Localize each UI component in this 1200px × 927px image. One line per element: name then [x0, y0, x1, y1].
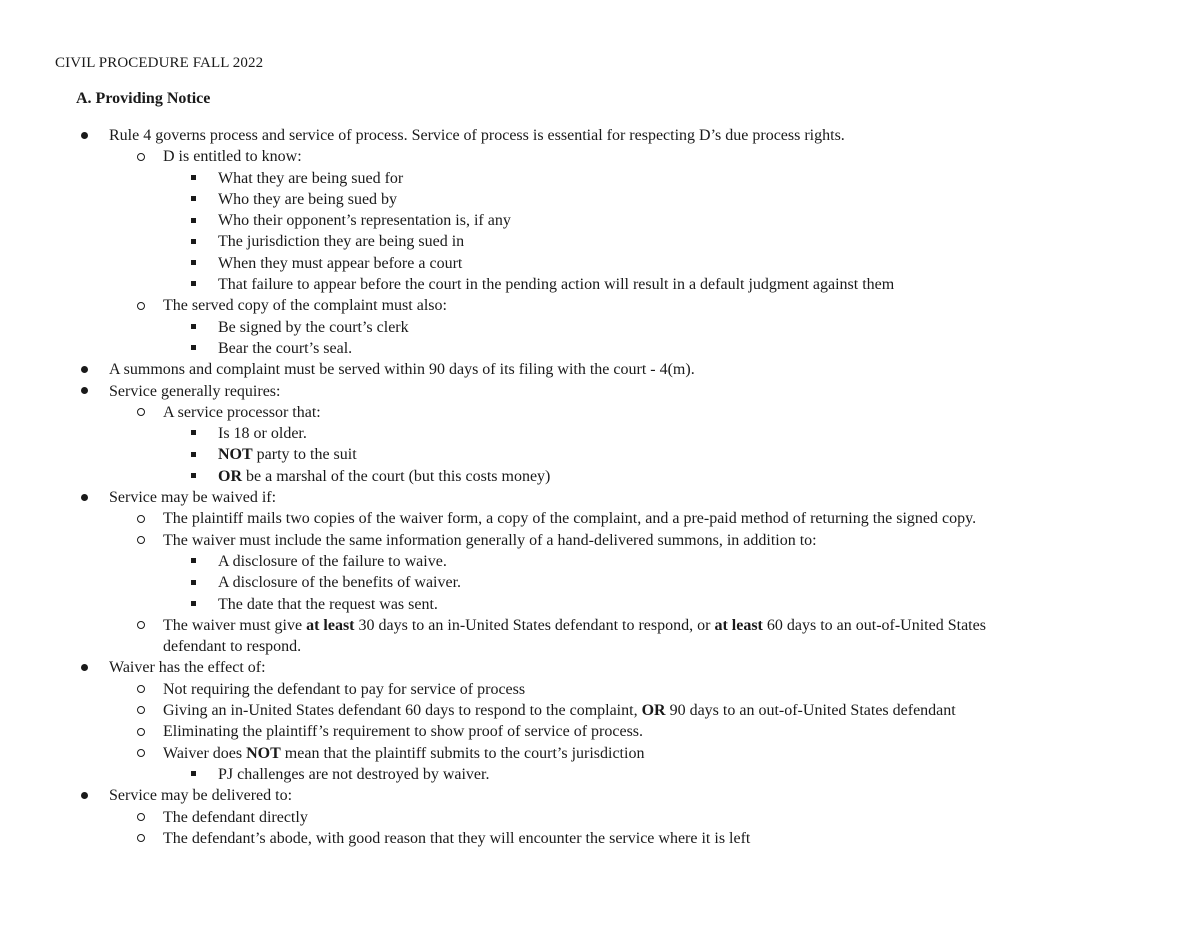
disc-bullet-icon	[81, 657, 88, 678]
text-segment: 90 days to an out-of-United States defendant	[665, 702, 956, 720]
square-bullet-icon	[191, 274, 196, 295]
outline-item-text	[218, 466, 550, 487]
outline-item-level-3	[0, 210, 1200, 231]
outline-item-level-3	[0, 231, 1200, 252]
section-heading: A. Providing Notice	[76, 90, 211, 107]
outline-item-text	[109, 785, 292, 806]
outline-item-level-3	[0, 572, 1200, 593]
text-segment: Who their opponent’s representation is, if any	[218, 212, 511, 230]
outline-item-text	[163, 146, 302, 167]
text-segment: That failure to appear before the court in the pending action will result in a default judgment against them	[218, 276, 895, 294]
outline-item-text	[218, 338, 352, 359]
emphasis-text: at least	[714, 616, 763, 634]
text-segment: Is 18 or older.	[218, 425, 307, 443]
circle-bullet-icon	[137, 807, 145, 828]
circle-bullet-icon	[137, 615, 145, 636]
outline-item-text	[218, 168, 403, 189]
outline-item-text	[218, 423, 307, 444]
text-segment: The waiver must include the same information generally of a hand-delivered summons, in addition to:	[163, 531, 817, 549]
square-bullet-icon	[191, 253, 196, 274]
circle-bullet-icon	[137, 721, 145, 742]
outline-item-text	[163, 402, 321, 423]
outline-item-level-3	[0, 466, 1200, 487]
square-bullet-icon	[191, 210, 196, 231]
text-segment: What they are being sued for	[218, 169, 404, 187]
emphasis-text: NOT	[218, 446, 253, 464]
text-segment: 30 days to an in-United States defendant to respond, or	[354, 616, 715, 634]
square-bullet-icon	[191, 551, 196, 572]
outline-item-level-2	[0, 700, 1200, 721]
text-segment: party to the suit	[252, 446, 357, 464]
text-segment: Not requiring the defendant to pay for service of process	[163, 680, 526, 698]
text-segment: defendant to respond.	[163, 638, 302, 656]
text-segment: A service processor that:	[163, 403, 321, 421]
circle-bullet-icon	[137, 402, 145, 423]
disc-bullet-icon	[81, 359, 88, 380]
outline-item-text	[218, 764, 489, 785]
square-bullet-icon	[191, 764, 196, 785]
outline-item-text	[218, 551, 447, 572]
emphasis-text: NOT	[246, 744, 281, 762]
circle-bullet-icon	[137, 828, 145, 849]
outline-item-text	[163, 508, 976, 529]
disc-bullet-icon	[81, 381, 88, 402]
outline-item-level-1	[0, 487, 1200, 508]
text-segment: Who they are being sued by	[218, 190, 398, 208]
outline-item-level-3	[0, 594, 1200, 615]
outline-item-level-1	[0, 657, 1200, 678]
text-segment: Waiver has the effect of:	[109, 659, 266, 677]
text-segment: Rule 4 governs process and service of process. Service of process is essential for respecting D’s due process rights.	[109, 127, 845, 144]
outline-item-level-2	[0, 721, 1200, 742]
disc-bullet-icon	[81, 487, 88, 508]
square-bullet-icon	[191, 338, 196, 359]
text-segment: The waiver must give	[163, 616, 307, 634]
outline-item-text	[163, 721, 643, 742]
square-bullet-icon	[191, 572, 196, 593]
outline-item-text	[218, 274, 894, 295]
outline-item-text	[163, 807, 308, 828]
outline-item-level-2	[0, 743, 1200, 764]
outline-item-text	[163, 700, 956, 721]
outline-item-level-2	[0, 530, 1200, 551]
outline-item-text	[218, 317, 409, 338]
outline-item-text	[218, 594, 438, 615]
outline-item-level-2	[0, 679, 1200, 700]
disc-bullet-icon	[81, 125, 88, 146]
text-segment: The date that the request was sent.	[218, 595, 438, 613]
square-bullet-icon	[191, 317, 196, 338]
square-bullet-icon	[191, 594, 196, 615]
text-segment: Bear the court’s seal.	[218, 339, 353, 357]
outline-item-level-1	[0, 381, 1200, 402]
text-segment: A summons and complaint must be served within 90 days of its filing with the court - 4(m).	[109, 361, 695, 379]
text-segment: Be signed by the court’s clerk	[218, 318, 409, 336]
text-segment: Service may be waived if:	[109, 489, 277, 507]
square-bullet-icon	[191, 189, 196, 210]
circle-bullet-icon	[137, 146, 145, 167]
text-segment: be a marshal of the court (but this costs money)	[242, 467, 551, 485]
outline-item-text	[163, 615, 986, 636]
outline-item-text	[109, 657, 266, 678]
outline-item-text	[109, 381, 280, 402]
outline-item-text	[163, 828, 750, 849]
outline-item-level-2	[0, 807, 1200, 828]
outline-item-level-3	[0, 274, 1200, 295]
outline-item-level-1	[0, 785, 1200, 806]
outline-item-level-2	[0, 402, 1200, 423]
text-segment: The served copy of the complaint must also:	[163, 297, 447, 315]
circle-bullet-icon	[137, 530, 145, 551]
outline-item-level-3	[0, 423, 1200, 444]
square-bullet-icon	[191, 168, 196, 189]
text-segment: A disclosure of the failure to waive.	[218, 552, 447, 570]
square-bullet-icon	[191, 423, 196, 444]
outline-item-text	[109, 487, 276, 508]
circle-bullet-icon	[137, 508, 145, 529]
outline-item-level-3	[0, 764, 1200, 785]
disc-bullet-icon	[81, 785, 88, 806]
text-segment: Eliminating the plaintiff’s requirement to show proof of service of process.	[163, 723, 644, 741]
outline-item-level-3	[0, 338, 1200, 359]
text-segment: Waiver does	[163, 744, 247, 762]
text-segment: The defendant directly	[163, 808, 308, 826]
outline-item-text	[163, 636, 301, 657]
text-segment: Service may be delivered to:	[109, 787, 293, 805]
circle-bullet-icon	[137, 743, 145, 764]
outline-item-level-2	[0, 146, 1200, 167]
text-segment: D is entitled to know:	[163, 148, 302, 166]
emphasis-text: OR	[641, 702, 666, 720]
square-bullet-icon	[191, 444, 196, 465]
emphasis-text: OR	[218, 467, 242, 485]
text-segment: mean that the plaintiff submits to the court’s jurisdiction	[280, 744, 645, 762]
outline-item-text	[218, 253, 462, 274]
outline-item-level-2	[0, 615, 1200, 636]
outline-item-text	[109, 125, 845, 146]
text-segment: The plaintiff mails two copies of the waiver form, a copy of the complaint, and a pre-paid method of returning the signed copy.	[163, 510, 977, 528]
outline-item-text	[163, 530, 817, 551]
outline-item-text	[163, 295, 447, 316]
outline-item-level-2	[0, 828, 1200, 849]
outline-item-level-3	[0, 444, 1200, 465]
text-segment: Giving an in-United States defendant 60 days to respond to the complaint,	[163, 702, 642, 720]
square-bullet-icon	[191, 231, 196, 252]
text-segment: The defendant’s abode, with good reason that they will encounter the service where it is left	[163, 829, 751, 847]
outline-item-level-2	[0, 636, 1200, 657]
outline-item-text	[218, 572, 461, 593]
outline-item-text	[218, 210, 511, 231]
outline-item-text	[109, 359, 695, 380]
outline-list	[0, 125, 1200, 849]
outline-item-text	[218, 231, 464, 252]
outline-item-level-2	[0, 508, 1200, 529]
square-bullet-icon	[191, 466, 196, 487]
outline-item-level-1	[0, 125, 1200, 146]
text-segment: 60 days to an out-of-United States	[762, 616, 986, 634]
circle-bullet-icon	[137, 700, 145, 721]
circle-bullet-icon	[137, 295, 145, 316]
outline-item-text	[163, 743, 644, 764]
text-segment: When they must appear before a court	[218, 254, 463, 272]
outline-item-text	[218, 189, 397, 210]
text-segment: A disclosure of the benefits of waiver.	[218, 574, 462, 592]
outline-item-text	[163, 679, 525, 700]
outline-item-level-3	[0, 253, 1200, 274]
outline-item-level-2	[0, 295, 1200, 316]
text-segment: PJ challenges are not destroyed by waiver.	[218, 765, 490, 783]
circle-bullet-icon	[137, 679, 145, 700]
document-title: CIVIL PROCEDURE FALL 2022	[55, 55, 264, 71]
outline-item-level-3	[0, 189, 1200, 210]
outline-item-level-3	[0, 551, 1200, 572]
outline-item-level-3	[0, 168, 1200, 189]
emphasis-text: at least	[306, 616, 355, 634]
outline-item-text	[218, 444, 357, 465]
outline-item-level-3	[0, 317, 1200, 338]
text-segment: Service generally requires:	[109, 382, 281, 400]
text-segment: The jurisdiction they are being sued in	[218, 233, 465, 251]
outline-item-level-1	[0, 359, 1200, 380]
